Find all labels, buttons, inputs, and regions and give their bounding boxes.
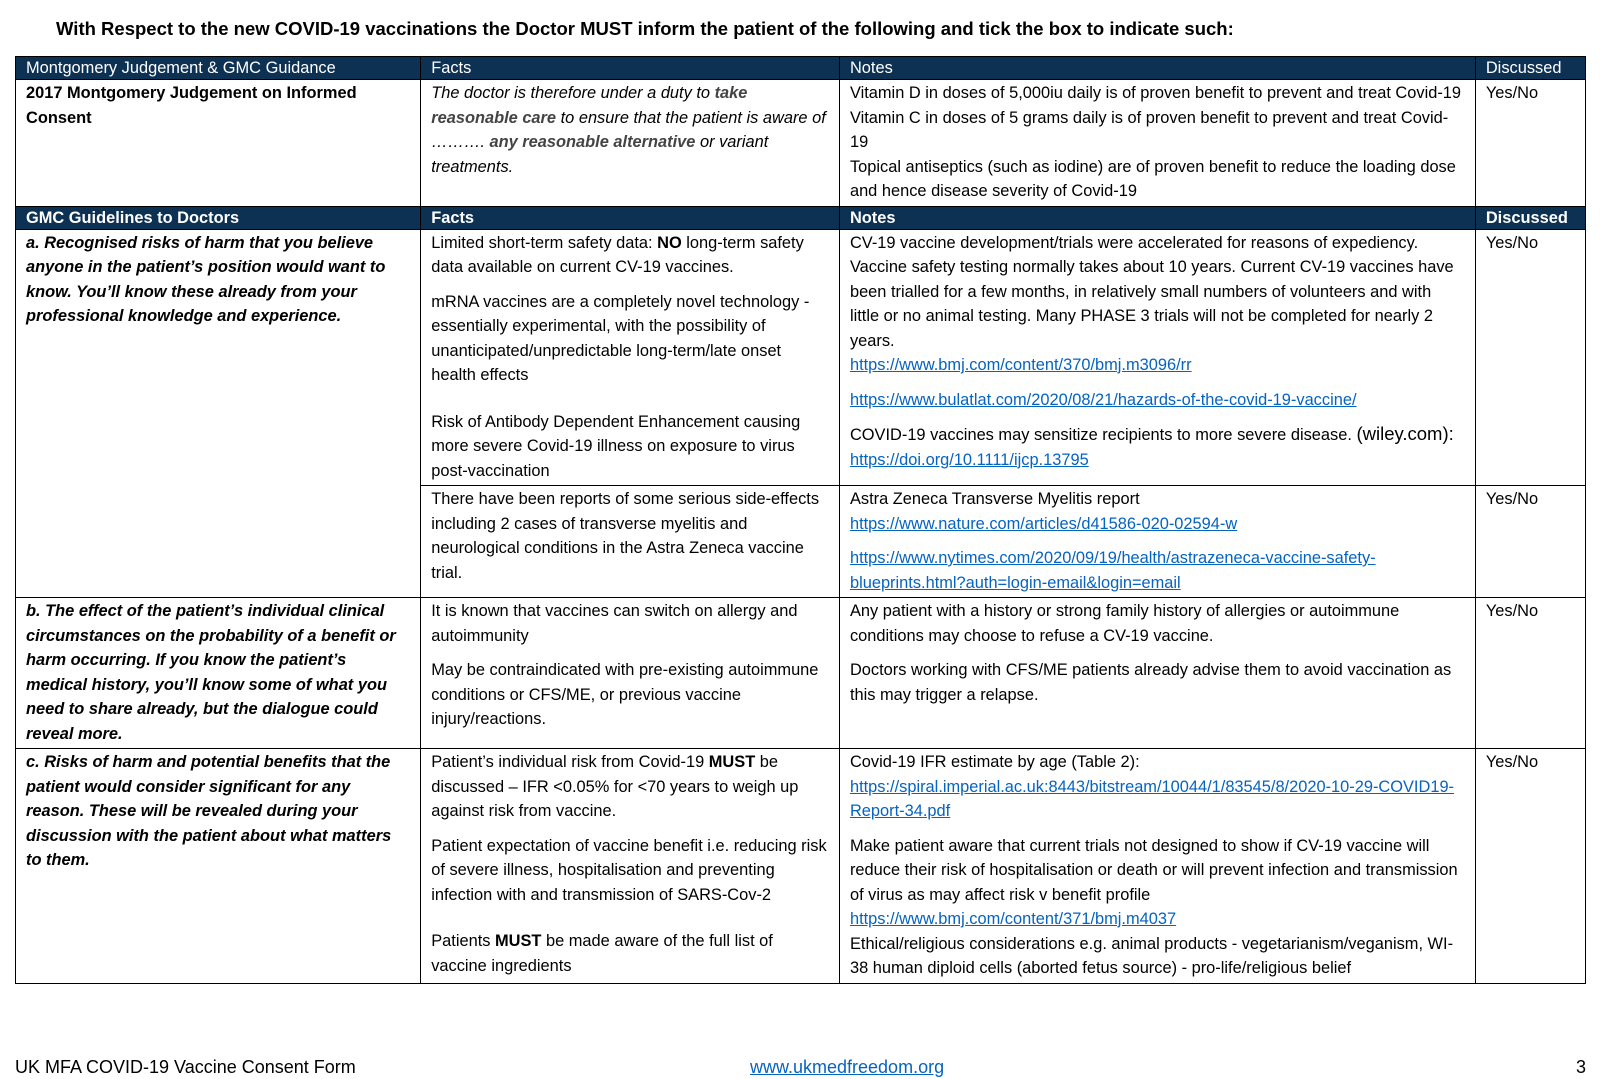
note-separator: : bbox=[1448, 423, 1454, 444]
fact-text: Patient’s individual risk from Covid-19 bbox=[431, 753, 709, 771]
link-nytimes[interactable]: https://www.nytimes.com/2020/09/19/health/astrazeneca-vaccine-safety-blueprints.html?auth=login-email&login=email bbox=[849, 549, 1376, 592]
header-facts: Facts bbox=[421, 57, 840, 80]
fact-ade: Risk of Antibody Dependent Enhancement causing more severe Covid-19 illness on exposure to virus post-vaccination bbox=[431, 412, 801, 480]
discussed-checkbox[interactable]: Yes/No bbox=[1475, 598, 1585, 749]
montgomery-facts bbox=[421, 80, 840, 207]
fact-keyword: any reasonable alternative bbox=[489, 133, 696, 151]
guideline-a-notes-2 bbox=[839, 486, 1475, 598]
discussed-checkbox[interactable]: Yes/No bbox=[1475, 486, 1585, 598]
header-guidance: Montgomery Judgement & GMC Guidance bbox=[16, 57, 421, 80]
link-bulatlat[interactable]: https://www.bulatlat.com/2020/08/21/hazards-of-the-covid-19-vaccine/ bbox=[849, 390, 1357, 409]
fact-ingredients bbox=[431, 929, 829, 978]
footer-website-link[interactable]: www.ukmedfreedom.org bbox=[750, 1057, 945, 1077]
link-bmj-m3096[interactable]: https://www.bmj.com/content/370/bmj.m3096/rr bbox=[849, 356, 1192, 374]
note-vitamin-d: Vitamin D in doses of 5,000iu daily is of proven benefit to prevent and treat Covid-19 bbox=[849, 84, 1462, 102]
footer-form-name: UK MFA COVID-19 Vaccine Consent Form bbox=[15, 1057, 356, 1077]
note-trials-design: Make patient aware that current trials not designed to show if CV-19 vaccine will reduce their risk of hospitalisation or death or will prevent infection and transmission of virus as may affect risk v benefit profile bbox=[849, 836, 1458, 904]
note-text: COVID-19 vaccines may sensitize recipients to more severe disease. bbox=[849, 426, 1357, 444]
fact-emphasis: MUST bbox=[708, 753, 756, 771]
fact-mrna: mRNA vaccines are a completely novel technology - essentially experimental, with the possibility of unanticipated/unpredictable long-term/late onset health effects bbox=[431, 292, 810, 384]
fact-text: long-term safety data available on current CV-19 vaccines. bbox=[431, 233, 804, 276]
note-source: (wiley.com) bbox=[1356, 423, 1449, 444]
link-doi-ijcp[interactable]: https://doi.org/10.1111/ijcp.13795 bbox=[849, 450, 1089, 469]
montgomery-row bbox=[16, 80, 1586, 207]
link-bmj-m4037[interactable]: https://www.bmj.com/content/371/bmj.m4037 bbox=[849, 910, 1177, 928]
section2-header-row bbox=[16, 206, 1586, 229]
guideline-a-facts bbox=[421, 229, 840, 486]
guideline-b-row bbox=[16, 598, 1586, 749]
note-allergies: Any patient with a history or strong family history of allergies or autoimmune conditions may choose to refuse a CV-19 vaccine. bbox=[849, 602, 1400, 645]
fact-contraindicated: May be contraindicated with pre-existing autoimmune conditions or CFS/ME, or previous vaccine injury/reactions. bbox=[431, 661, 819, 728]
fact-transverse-myelitis: There have been reports of some serious side-effects including 2 cases of transverse myelitis and neurological conditions in the Astra Zeneca vaccine trial. bbox=[421, 486, 840, 598]
guideline-b-notes bbox=[839, 598, 1475, 749]
note-sensitize bbox=[850, 422, 1465, 472]
note-ethical: Ethical/religious considerations e.g. animal products - vegetarianism/veganism, WI-38 human diploid cells (aborted fetus source) - pro-life/religious belief bbox=[849, 934, 1454, 977]
note-antiseptics: Topical antiseptics (such as iodine) are of proven benefit to reduce the loading dose and hence disease severity of Covid-19 bbox=[849, 157, 1456, 200]
note-cfs-me: Doctors working with CFS/ME patients already advise them to avoid vaccination as this may trigger a relapse. bbox=[849, 661, 1452, 704]
header-guidance: GMC Guidelines to Doctors bbox=[16, 206, 421, 229]
fact-safety-data bbox=[431, 231, 829, 280]
page-number: 3 bbox=[1575, 1057, 1586, 1077]
fact-expectation: Patient expectation of vaccine benefit i.e. reducing risk of severe illness, hospitalisation and preventing infection with and transmission of SARS-Cov-2 bbox=[431, 836, 827, 904]
note-vitamin-c: Vitamin C in doses of 5 grams daily is of proven benefit to prevent and treat Covid-19 bbox=[849, 108, 1449, 151]
header-discussed: Discussed bbox=[1475, 206, 1585, 229]
fact-emphasis: MUST bbox=[495, 932, 542, 950]
fact-emphasis: NO bbox=[657, 233, 682, 252]
montgomery-guidance: 2017 Montgomery Judgement on Informed Consent bbox=[16, 80, 421, 207]
fact-individual-risk bbox=[431, 750, 829, 824]
guideline-b-facts bbox=[421, 598, 840, 749]
fact-allergy: It is known that vaccines can switch on allergy and autoimmunity bbox=[431, 602, 798, 645]
fact-text: be discussed – IFR <0.05% for <70 years to weigh up against risk from vaccine. bbox=[431, 753, 799, 820]
guideline-a-row-1 bbox=[16, 229, 1586, 486]
link-imperial-report[interactable]: https://spiral.imperial.ac.uk:8443/bitstream/10044/1/83545/8/2020-10-29-COVID19-Report-34.pdf bbox=[849, 777, 1455, 820]
discussed-checkbox[interactable]: Yes/No bbox=[1475, 749, 1585, 984]
note-astrazeneca: Astra Zeneca Transverse Myelitis report bbox=[849, 490, 1140, 508]
header-discussed: Discussed bbox=[1475, 57, 1585, 80]
fact-text: Limited short-term safety data: bbox=[431, 233, 658, 252]
guideline-c-facts bbox=[421, 749, 840, 984]
consent-table bbox=[15, 56, 1586, 984]
guideline-b: b. The effect of the patient’s individual clinical circumstances on the probability of a benefit or harm occurring. If you know the patient’s medical history, you’ll know some of what you need to share already, but the dialogue could reveal more. bbox=[16, 598, 421, 749]
guideline-c: c. Risks of harm and potential benefits that the patient would consider significant for any reason. These will be revealed during your discussion with the patient about what matters to them. bbox=[16, 749, 421, 984]
fact-text: be made aware of the full list of vaccine ingredients bbox=[431, 932, 773, 975]
guideline-a-notes bbox=[839, 229, 1475, 486]
montgomery-notes bbox=[839, 80, 1475, 207]
fact-text: to ensure that the patient is aware of ………. bbox=[431, 108, 826, 151]
note-ifr: Covid-19 IFR estimate by age (Table 2): bbox=[849, 753, 1140, 771]
fact-keyword: take reasonable care bbox=[431, 84, 748, 127]
page-title: With Respect to the new COVID-19 vaccinations the Doctor MUST inform the patient of the following and tick the box to indicate such: bbox=[56, 18, 1234, 39]
fact-text: or variant treatments. bbox=[431, 133, 769, 176]
guideline-c-notes bbox=[839, 749, 1475, 984]
discussed-checkbox[interactable]: Yes/No bbox=[1475, 80, 1585, 207]
guideline-a: a. Recognised risks of harm that you believe anyone in the patient’s position would want to know. You’ll know these already from your professional knowledge and experience. bbox=[16, 229, 421, 598]
note-accelerated-trials: CV-19 vaccine development/trials were accelerated for reasons of expediency. Vaccine safety testing normally takes about 10 years. Current CV-19 vaccines have been trialled for a few months, in relatively small numbers of volunteers and with little or no animal testing. Many PHASE 3 trials will not be completed for nearly 2 years. bbox=[849, 233, 1454, 350]
section1-header-row bbox=[16, 57, 1586, 80]
fact-text: The doctor is therefore under a duty to bbox=[431, 84, 715, 102]
header-notes: Notes bbox=[839, 206, 1475, 229]
fact-text: Patients bbox=[431, 932, 495, 950]
header-facts: Facts bbox=[421, 206, 840, 229]
discussed-checkbox[interactable]: Yes/No bbox=[1475, 229, 1585, 486]
guideline-c-row bbox=[16, 749, 1586, 984]
link-nature[interactable]: https://www.nature.com/articles/d41586-020-02594-w bbox=[849, 514, 1238, 533]
header-notes: Notes bbox=[839, 57, 1475, 80]
